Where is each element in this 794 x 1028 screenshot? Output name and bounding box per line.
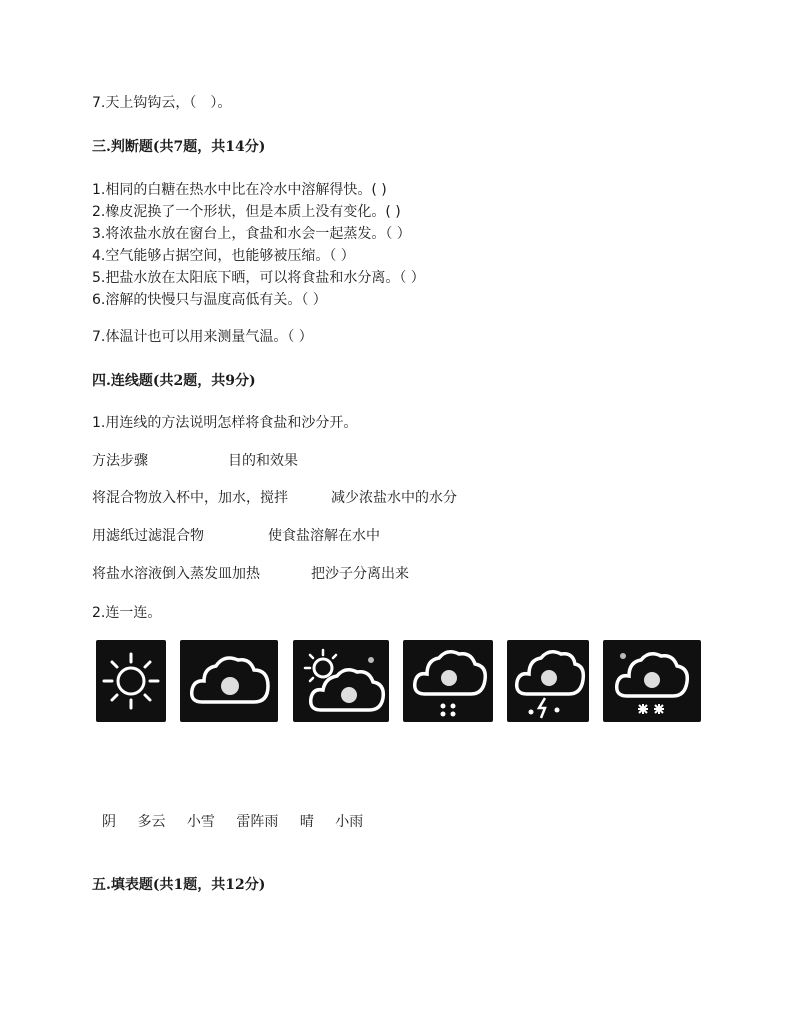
section4-q2: 2.连一连。: [92, 605, 162, 621]
match-left-item: 将盐水溶液倒入蒸发皿加热: [92, 566, 260, 582]
weather-label: 多云: [137, 814, 166, 830]
col-left-header: 方法步骤: [92, 453, 148, 469]
section5-heading: 五.填表题(共1题，共12分): [92, 877, 266, 893]
weather-label: 雷阵雨: [236, 814, 279, 830]
section3-item: 7.体温计也可以用来测量气温。（ ）: [92, 329, 313, 345]
match-left-item: 用滤纸过滤混合物: [92, 528, 204, 544]
weather-label: 小雪: [186, 814, 215, 830]
match-right-item: 把沙子分离出来: [311, 566, 409, 582]
weather-label: 晴: [299, 814, 314, 830]
match-left-item: 将混合物放入杯中，加水，搅拌: [92, 490, 288, 506]
weather-labels: [102, 811, 380, 831]
q7-fill-question: 7.天上钩钩云，（ ）。: [92, 95, 232, 111]
light-rain-icon: [403, 640, 493, 722]
section3-item: 3.将浓盐水放在窗台上，食盐和水会一起蒸发。（ ）: [92, 226, 411, 242]
partly-cloudy-icon: [293, 640, 389, 722]
section3-item: 2.橡皮泥换了一个形状，但是本质上没有变化。( ): [92, 204, 401, 220]
section4-q1: 1.用连线的方法说明怎样将食盐和沙分开。: [92, 415, 358, 431]
col-right-header: 目的和效果: [228, 453, 298, 469]
section3-item: 1.相同的白糖在热水中比在冷水中溶解得快。( ): [92, 182, 387, 198]
section3-heading: 三.判断题(共7题，共14分): [92, 139, 266, 155]
match-right-item: 减少浓盐水中的水分: [331, 490, 457, 506]
light-snow-icon: [603, 640, 701, 722]
section4-heading: 四.连线题(共2题，共9分): [92, 373, 256, 389]
section3-item: 5.把盐水放在太阳底下晒，可以将食盐和水分离。（ ）: [92, 270, 425, 286]
section3-item: 4.空气能够占据空间，也能够被压缩。（ ）: [92, 248, 355, 264]
weather-label: 小雨: [335, 814, 364, 830]
weather-label: 阴: [102, 814, 116, 830]
thunderstorm-icon: [507, 640, 589, 722]
match-right-item: 使食盐溶解在水中: [268, 528, 380, 544]
cloudy-icon: [180, 640, 278, 722]
sun-icon: [96, 640, 166, 722]
section3-item: 6.溶解的快慢只与温度高低有关。（ ）: [92, 292, 327, 308]
